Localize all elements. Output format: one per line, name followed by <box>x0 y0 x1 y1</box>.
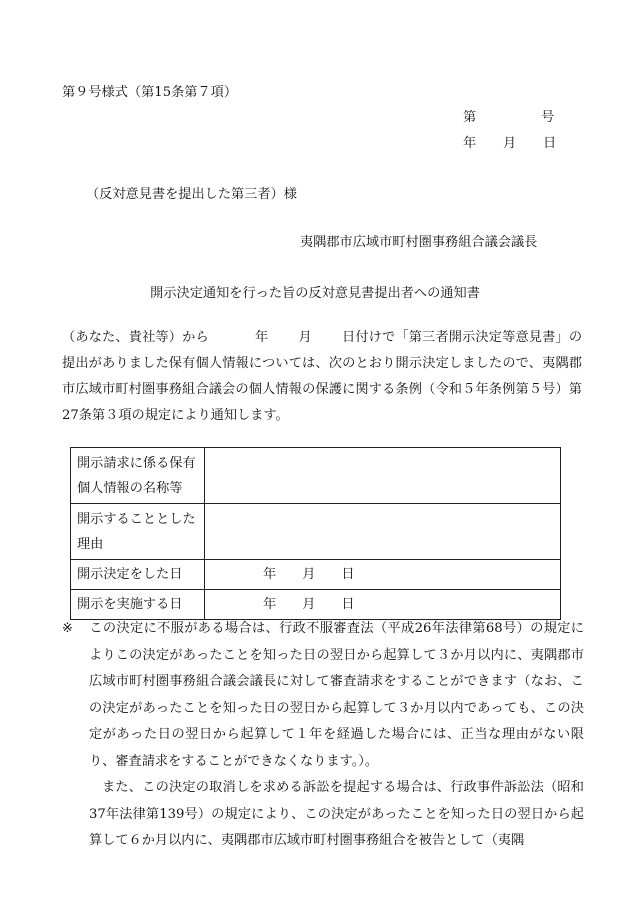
month-label: 月 <box>302 567 316 582</box>
row-label: 開示請求に係る保有個人情報の名称等 <box>71 448 205 504</box>
table-row <box>71 590 561 620</box>
note-2: また、この決定の取消しを求める訴訟を提起する場合は、行政事件訴訟法（昭和37年法律第139号）の規定により、この決定があったことを知った日の翌日から起算して６か月以内に、夷隅郡市広域市町村圏事務組合を被告として（夷隅 <box>89 780 584 848</box>
table-row <box>71 560 561 590</box>
row-label: 開示を実施する日 <box>71 590 205 620</box>
sender: 夷隅郡市広域市町村圏事務組合議会議長 <box>300 235 538 250</box>
body-part2: 年 <box>254 330 269 345</box>
form-number: 第９号様式（第15条第７項） <box>62 85 238 100</box>
doc-number-suffix: 号 <box>541 110 555 125</box>
year-label: 年 <box>263 567 277 582</box>
table-row <box>71 504 561 560</box>
year-label: 年 <box>263 597 277 612</box>
row-date <box>205 560 561 590</box>
addressee: （反対意見書を提出した第三者）様 <box>86 187 297 202</box>
day-label: 日 <box>341 567 355 582</box>
body-part4: 日付けで「第三者開示決定等意見書」の提出がありました保有個人情報については、次のとおり開示決定しましたので、夷隅郡市広域市町村圏事務組合議会の個人情報の保護に関する条例（令和５年条例第５号）第27条第３項の規定により通知します。 <box>62 330 583 423</box>
document-title: 開示決定通知を行った旨の反対意見書提出者への通知書 <box>150 286 480 301</box>
date-year-label: 年 <box>463 136 477 151</box>
note-1-text: この決定に不服がある場合は、行政不服審査法（平成26年法律第68号）の規定によりこの決定があったことを知った日の翌日から起算して３か月以内に、夷隅郡市広域市町村圏事務組合議会議長に対して審査請求をすることができます（なお、この決定があったことを知った日の翌日から起算して３か月以内であっても、この決定があった日の翌日から起算して１年を経過した場合には、正当な理由がない限り、審査請求をすることができなくなります。）。 <box>89 621 584 769</box>
notes <box>62 616 584 855</box>
body-part3: 月 <box>298 330 312 345</box>
row-label: 開示決定をした日 <box>71 560 205 590</box>
day-label: 日 <box>341 597 355 612</box>
month-label: 月 <box>302 597 316 612</box>
date-month-label: 月 <box>503 136 517 151</box>
date-day-label: 日 <box>543 136 557 151</box>
row-label: 開示することとした理由 <box>71 504 205 560</box>
info-table <box>70 447 561 620</box>
doc-number-prefix: 第 <box>463 110 477 125</box>
note-1 <box>62 616 584 775</box>
note-mark: ※ <box>62 621 74 636</box>
table-row <box>71 448 561 504</box>
body-paragraph <box>62 325 582 429</box>
row-value <box>205 504 561 560</box>
row-date <box>205 590 561 620</box>
body-part1: （あなた、貴社等）から <box>62 330 209 345</box>
row-value <box>205 448 561 504</box>
